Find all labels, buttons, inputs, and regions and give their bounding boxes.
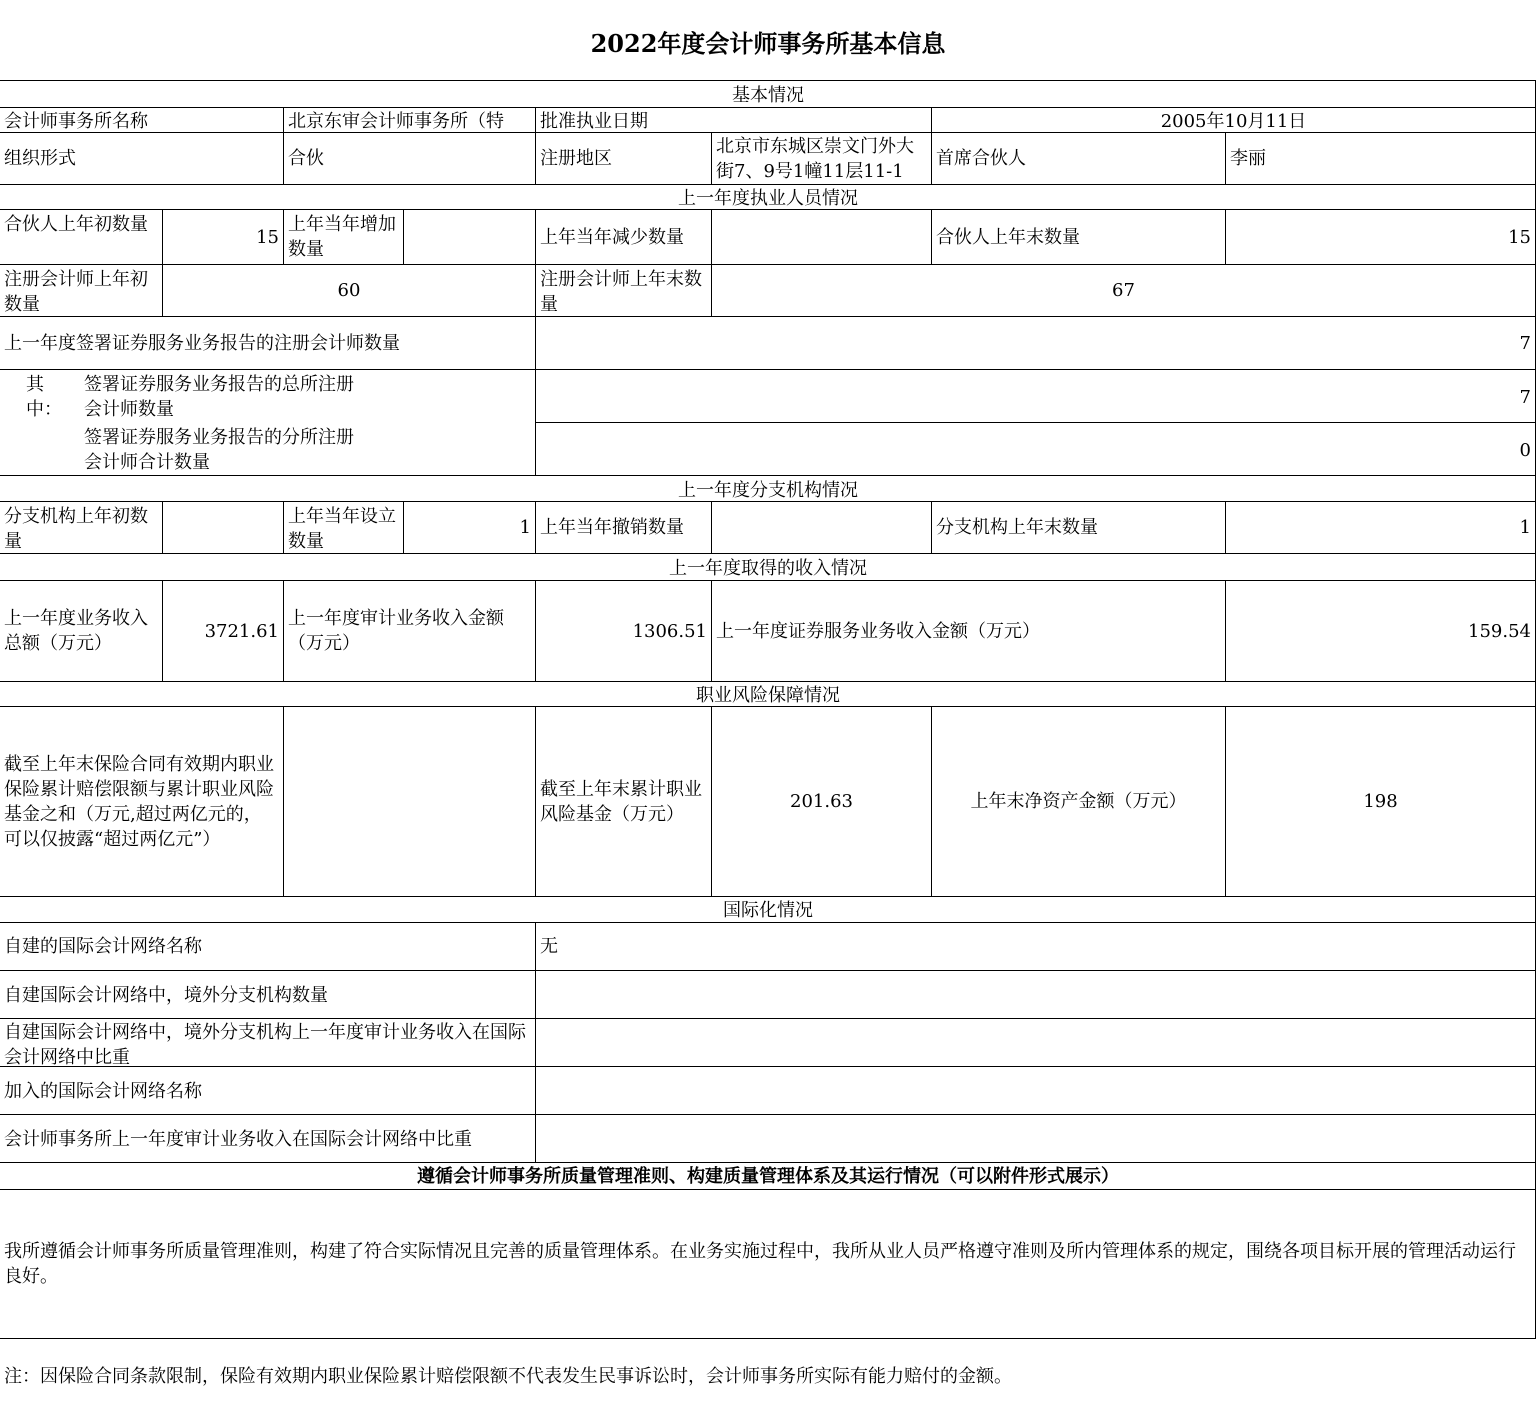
rule xyxy=(0,1338,1536,1339)
branch-end-value: 1 xyxy=(1519,517,1531,538)
section-header-intl: 国际化情况 xyxy=(723,900,813,921)
quality-text: 我所遵循会计师事务所质量管理准则，构建了符合实际情况且完善的质量管理体系。在业务实施过程中，我所从业人员严格遵守准则及所内管理体系的规定，围绕各项目标开展的管理活动运行良好。 xyxy=(4,1241,1516,1287)
section-header-income: 上一年度取得的收入情况 xyxy=(669,558,867,579)
branch-cancel-value xyxy=(712,502,931,553)
firm-ratio-value xyxy=(536,1115,1535,1162)
branch-cpa-value: 0 xyxy=(1519,440,1531,461)
income-audit-label: 上一年度审计业务收入金额（万元） xyxy=(288,608,504,654)
org-form-label: 组织形式 xyxy=(4,148,76,169)
overseas-ratio-value xyxy=(536,1019,1535,1066)
rule xyxy=(0,80,1536,81)
firm-name-label: 会计师事务所名称 xyxy=(4,111,148,132)
rule xyxy=(0,1189,1536,1190)
income-total-value: 3721.61 xyxy=(204,620,279,642)
head-cpa-value: 7 xyxy=(1519,387,1531,408)
partner-begin-label: 合伙人上年初数量 xyxy=(4,214,148,235)
section-header-quality: 遵循会计师事务所质量管理准则、构建质量管理体系及其运行情况（可以附件形式展示） xyxy=(417,1166,1119,1187)
branch-cancel-label: 上年当年撤销数量 xyxy=(540,517,684,538)
overseas-ratio-label: 自建国际会计网络中，境外分支机构上一年度审计业务收入在国际会计网络中比重 xyxy=(4,1022,526,1068)
cpa-begin-label: 注册会计师上年初数量 xyxy=(4,269,148,315)
branch-set-value: 1 xyxy=(519,517,531,538)
rule xyxy=(0,553,1536,554)
income-sec-label: 上一年度证券服务业务收入金额（万元） xyxy=(716,620,1040,642)
risk-fund-value: 201.63 xyxy=(790,791,853,812)
own-network-label: 自建的国际会计网络名称 xyxy=(4,936,202,957)
risk-fund-label: 截至上年末累计职业风险基金（万元） xyxy=(540,778,702,825)
branch-begin-label: 分支机构上年初数量 xyxy=(4,506,148,552)
chief-partner-label: 首席合伙人 xyxy=(936,148,1026,169)
cpa-end-value: 67 xyxy=(1112,280,1135,301)
income-total-label: 上一年度业务收入总额（万元） xyxy=(4,608,148,654)
income-audit-value: 1306.51 xyxy=(632,620,707,642)
section-header-staff: 上一年度执业人员情况 xyxy=(678,188,858,209)
own-network-value: 无 xyxy=(540,936,558,957)
section-header-basic: 基本情况 xyxy=(732,85,804,106)
insurance-value xyxy=(284,707,535,896)
page-title: 2022年度会计师事务所基本信息 xyxy=(590,29,946,58)
insurance-label: 截至上年末保险合同有效期内职业保险累计赔偿限额与累计职业风险基金之和（万元,超过两亿元的，可以仅披露“超过两亿元”） xyxy=(4,753,274,850)
firm-ratio-label: 会计师事务所上一年度审计业务收入在国际会计网络中比重 xyxy=(4,1129,472,1150)
approval-date-label: 批准执业日期 xyxy=(540,111,648,132)
partner-end-value: 15 xyxy=(1508,226,1531,248)
rule xyxy=(0,475,1536,476)
net-assets-label: 上年末净资产金额（万元） xyxy=(970,791,1187,812)
branch-cpa-label: 签署证券服务业务报告的分所注册会计师合计数量 xyxy=(84,427,354,473)
branch-begin-value xyxy=(163,502,283,553)
sec-cpa-value: 7 xyxy=(1519,332,1531,354)
joined-network-value xyxy=(536,1067,1535,1114)
increase-label: 上年当年增加数量 xyxy=(288,214,396,260)
region-label: 注册地区 xyxy=(540,148,612,169)
cpa-end-label: 注册会计师上年末数量 xyxy=(540,269,702,315)
joined-network-label: 加入的国际会计网络名称 xyxy=(4,1081,202,1102)
head-cpa-label: 签署证券服务业务报告的总所注册会计师数量 xyxy=(84,374,354,420)
rule xyxy=(535,422,1536,423)
footnote: 注：因保险合同条款限制，保险有效期内职业保险累计赔偿限额不代表发生民事诉讼时，会计师事务所实际有能力赔付的金额。 xyxy=(4,1366,1012,1387)
firm-name-value: 北京东审会计师事务所（特 xyxy=(288,111,504,132)
partner-end-label: 合伙人上年末数量 xyxy=(936,226,1080,248)
overseas-count-label: 自建国际会计网络中，境外分支机构数量 xyxy=(4,985,328,1006)
overseas-count-value xyxy=(536,971,1535,1018)
decrease-value xyxy=(712,210,931,264)
income-sec-value: 159.54 xyxy=(1468,620,1531,642)
sec-cpa-label: 上一年度签署证券服务业务报告的注册会计师数量 xyxy=(4,332,400,354)
branch-set-label: 上年当年设立数量 xyxy=(288,506,396,552)
increase-value xyxy=(404,210,535,264)
region-value: 北京市东城区崇文门外大街7、9号1幢11层11-1 xyxy=(716,136,914,182)
chief-partner-value: 李丽 xyxy=(1230,148,1266,169)
partner-begin-value: 15 xyxy=(256,226,279,248)
decrease-label: 上年当年减少数量 xyxy=(540,226,684,248)
branch-end-label: 分支机构上年末数量 xyxy=(936,517,1098,538)
section-header-risk: 职业风险保障情况 xyxy=(696,685,840,706)
cpa-begin-value: 60 xyxy=(337,280,361,301)
net-assets-value: 198 xyxy=(1363,791,1398,812)
rule xyxy=(0,369,1536,370)
org-form-value: 合伙 xyxy=(288,148,324,169)
among-prefix: 其中： xyxy=(26,374,62,420)
approval-date-value: 2005年10月11日 xyxy=(1160,111,1307,132)
section-header-branch: 上一年度分支机构情况 xyxy=(678,480,858,501)
